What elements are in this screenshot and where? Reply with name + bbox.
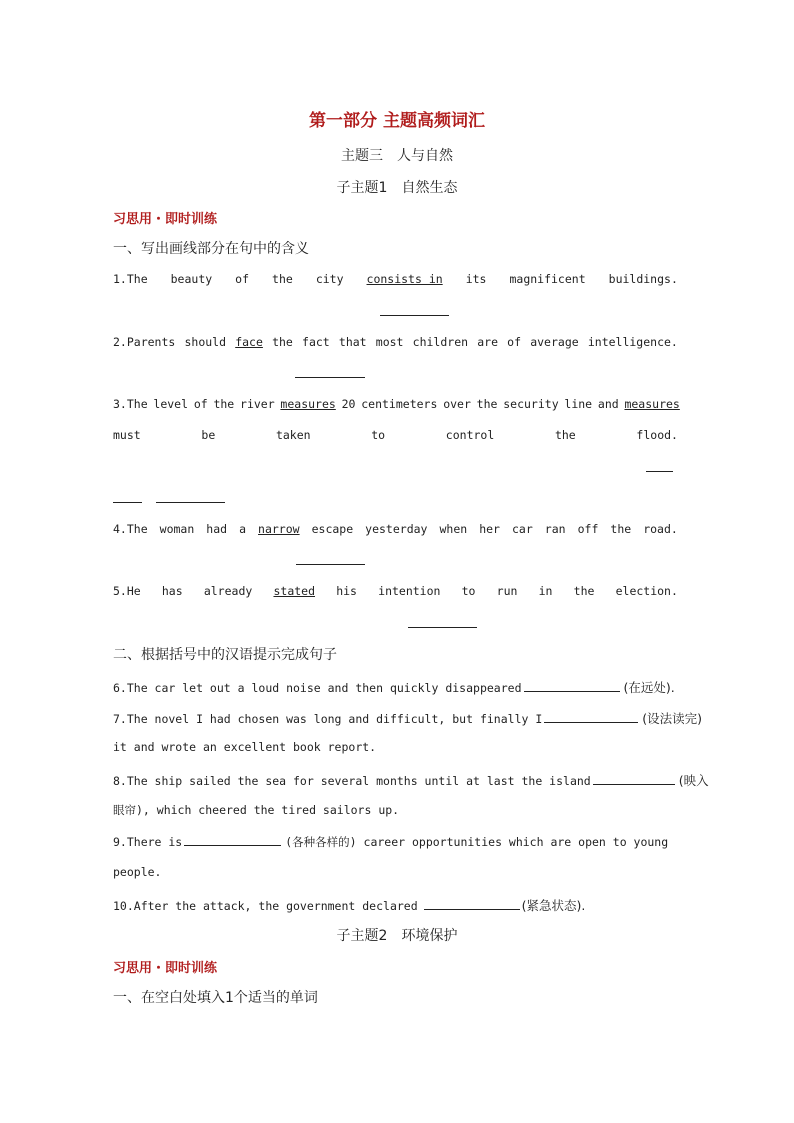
- word: city: [315, 272, 344, 286]
- word: are: [477, 335, 498, 349]
- question-2: [113, 335, 678, 349]
- answer-blank-5[interactable]: [408, 627, 477, 628]
- answer-blank-8[interactable]: [593, 774, 675, 785]
- word: when: [439, 522, 468, 536]
- word: to: [371, 428, 386, 442]
- word: ran: [544, 522, 566, 536]
- word: the: [213, 397, 235, 411]
- question-1: [113, 272, 678, 286]
- question-text: 9.There is: [113, 835, 183, 849]
- word: be: [201, 428, 216, 442]
- word: run: [496, 584, 518, 598]
- word: the: [554, 428, 576, 442]
- word: road.: [643, 522, 678, 536]
- answer-blank-3a-part1[interactable]: [646, 471, 673, 472]
- word: the: [610, 522, 632, 536]
- underlined-phrase: stated: [273, 584, 316, 598]
- section-2-heading: 二、根据括号中的汉语提示完成句子: [113, 647, 337, 663]
- word: his: [336, 584, 357, 598]
- page-title: 第一部分 主题高频词汇: [309, 111, 485, 131]
- word: a: [239, 522, 247, 536]
- underlined-phrase: consists in: [366, 272, 443, 286]
- question-8-line-2: 眼帘), which cheered the tired sailors up.: [113, 803, 400, 817]
- underlined-phrase: measures: [280, 397, 336, 411]
- word: flood.: [636, 428, 678, 442]
- word: river: [240, 397, 275, 411]
- practice-label-2: 习思用・即时训练: [113, 961, 218, 976]
- word: 1.The: [113, 272, 148, 286]
- question-6: [113, 678, 675, 696]
- chinese-hint: (紧急状态).: [521, 898, 586, 913]
- subtheme-1-heading: 子主题1 自然生态: [336, 180, 458, 196]
- underlined-phrase: narrow: [258, 522, 300, 536]
- question-text: 8.The ship sailed the sea for several months until at last the island: [113, 774, 591, 788]
- word: centimeters: [361, 397, 438, 411]
- word: level: [153, 397, 189, 411]
- word: intelligence.: [587, 335, 678, 349]
- question-4: [113, 522, 678, 536]
- chinese-hint: (在远处).: [623, 680, 675, 695]
- section-3-heading: 一、在空白处填入1个适当的单词: [113, 990, 318, 1006]
- word: over: [443, 397, 471, 411]
- word: and: [597, 397, 619, 411]
- word: security: [503, 397, 559, 411]
- question-text: (各种各样的) career opportunities which are open to young: [285, 835, 669, 849]
- word: of: [193, 397, 208, 411]
- word: election.: [615, 584, 678, 598]
- question-7-line-2: it and wrote an excellent book report.: [113, 740, 377, 754]
- word: beauty: [170, 272, 213, 286]
- word: woman: [159, 522, 195, 536]
- word: of: [507, 335, 522, 349]
- question-text: 6.The car let out a loud noise and then quickly disappeared: [113, 681, 522, 695]
- question-3-line-1: [113, 397, 680, 411]
- word: already: [203, 584, 253, 598]
- word: 20: [341, 397, 356, 411]
- word: 4.The: [113, 522, 148, 536]
- word: intention: [378, 584, 441, 598]
- answer-blank-3b[interactable]: [156, 502, 225, 503]
- word: children: [412, 335, 469, 349]
- answer-blank-6[interactable]: [524, 681, 620, 692]
- word: should: [184, 335, 227, 349]
- answer-blank-1[interactable]: [380, 315, 449, 316]
- word: must: [113, 428, 141, 442]
- answer-blank-2[interactable]: [295, 377, 365, 378]
- word: the: [272, 272, 293, 286]
- word: yesterday: [365, 522, 428, 536]
- answer-blank-10[interactable]: [424, 899, 520, 910]
- word: 5.He: [113, 584, 141, 598]
- word: magnificent: [509, 272, 586, 286]
- word: its: [465, 272, 487, 286]
- word: buildings.: [608, 272, 678, 286]
- word: car: [512, 522, 533, 536]
- question-10: [113, 896, 585, 914]
- section-1-heading: 一、写出画线部分在句中的含义: [113, 241, 309, 257]
- word: off: [577, 522, 599, 536]
- theme-heading: 主题三 人与自然: [341, 148, 453, 164]
- word: most: [375, 335, 404, 349]
- underlined-phrase: measures: [624, 397, 680, 411]
- word: the: [476, 397, 498, 411]
- word: the: [272, 335, 293, 349]
- chinese-hint: (设法读完): [642, 711, 703, 726]
- question-5: [113, 584, 678, 598]
- word: average: [530, 335, 579, 349]
- word: that: [338, 335, 367, 349]
- word: fact: [302, 335, 330, 349]
- question-9-line-2: people.: [113, 865, 162, 879]
- word: the: [573, 584, 595, 598]
- question-text: 7.The novel I had chosen was long and difficult, but finally I: [113, 712, 543, 726]
- word: to: [461, 584, 476, 598]
- word: had: [206, 522, 228, 536]
- word: her: [479, 522, 500, 536]
- word: 3.The: [113, 397, 148, 411]
- word: 2.Parents: [113, 335, 176, 349]
- word: in: [538, 584, 553, 598]
- question-8: [113, 771, 709, 789]
- chinese-hint: (映入: [678, 773, 709, 788]
- word: escape: [311, 522, 354, 536]
- word: taken: [275, 428, 311, 442]
- word: of: [235, 272, 250, 286]
- subtheme-2-heading: 子主题2 环境保护: [336, 928, 458, 944]
- practice-label: 习思用・即时训练: [113, 212, 218, 227]
- underlined-phrase: face: [235, 335, 263, 349]
- word: line: [564, 397, 593, 411]
- question-text: 10.After the attack, the government declared: [113, 899, 418, 913]
- question-3-line-2: [113, 428, 678, 442]
- answer-blank-7[interactable]: [544, 712, 638, 723]
- word: has: [161, 584, 183, 598]
- question-9: [113, 834, 668, 850]
- answer-blank-3a-part2[interactable]: [113, 502, 142, 503]
- word: control: [445, 428, 495, 442]
- answer-blank-9[interactable]: [184, 835, 281, 846]
- question-7: [113, 709, 702, 727]
- answer-blank-4[interactable]: [296, 564, 365, 565]
